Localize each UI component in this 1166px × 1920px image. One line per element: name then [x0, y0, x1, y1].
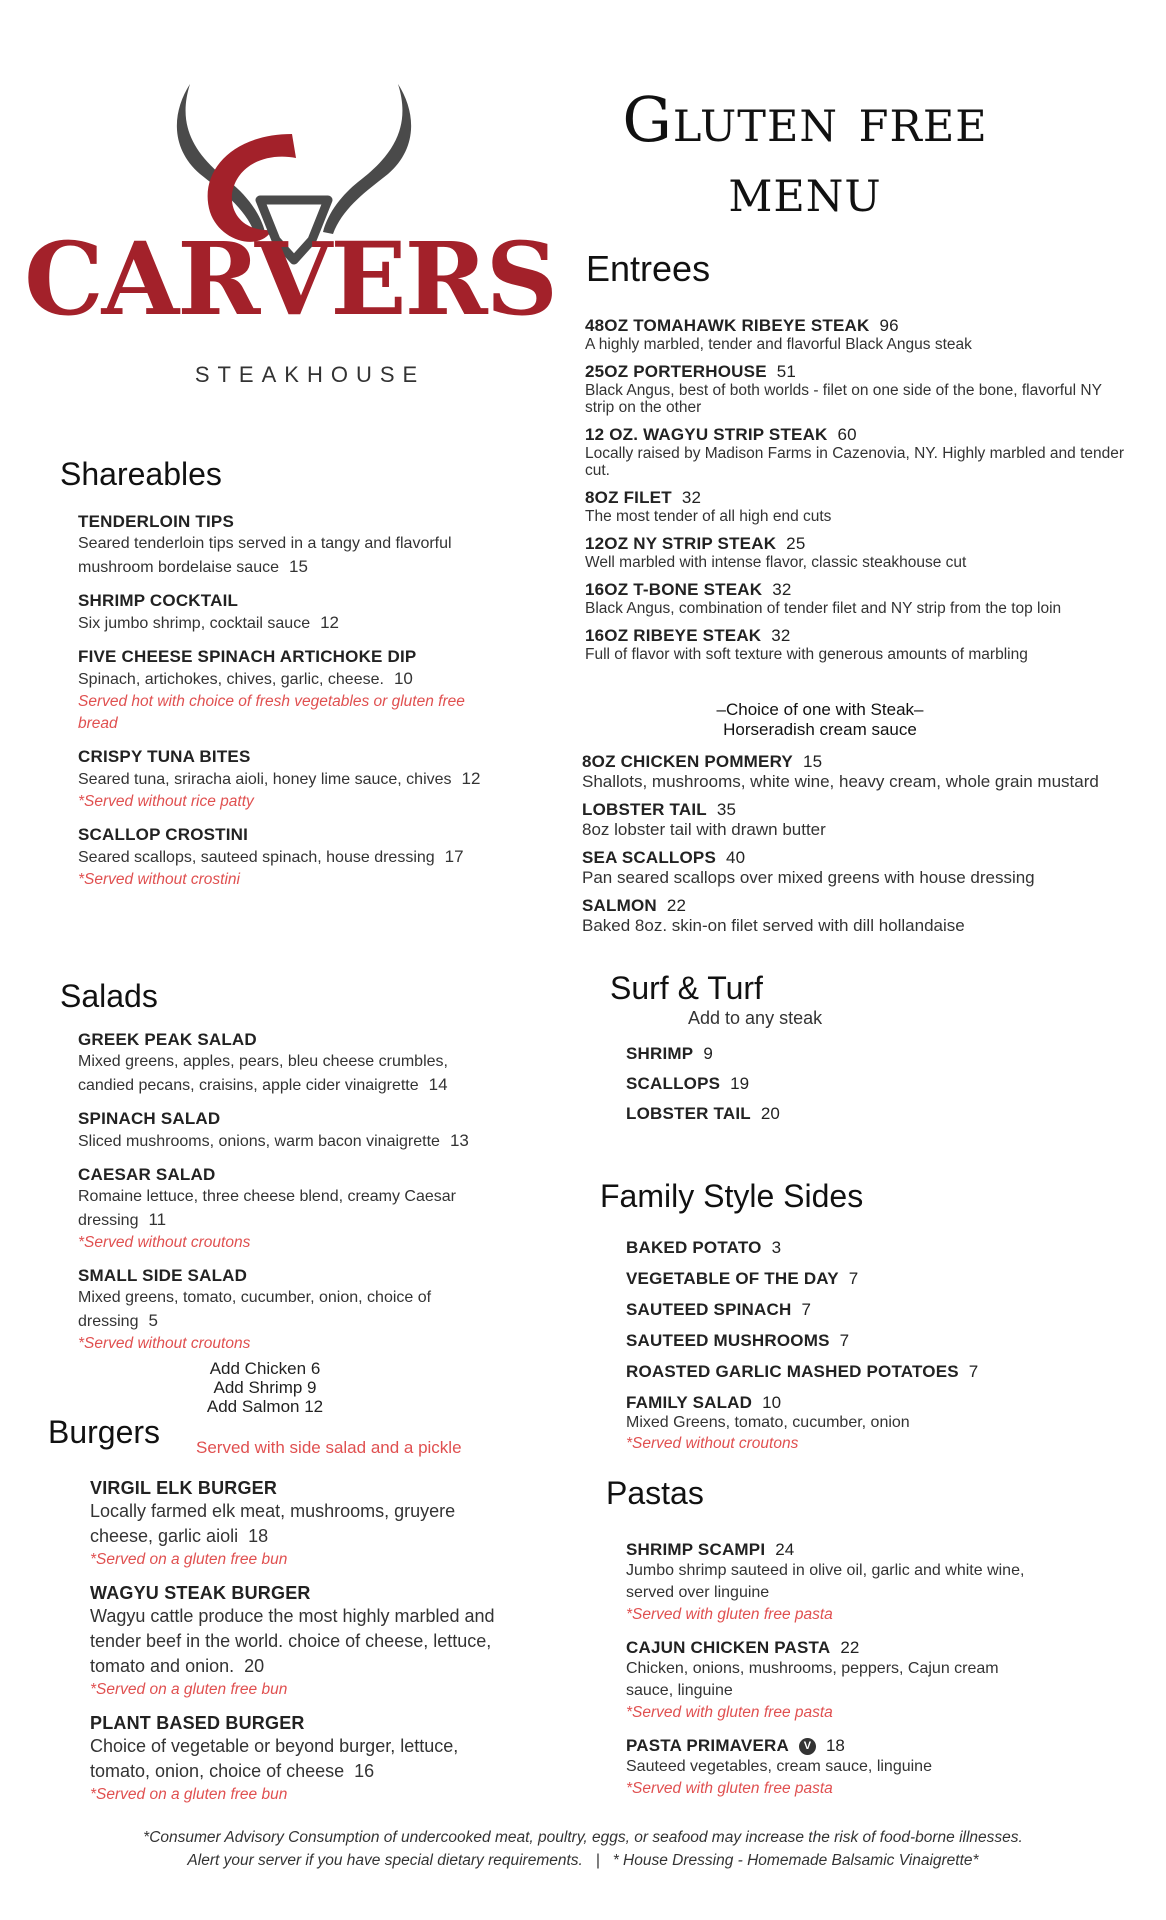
- item-desc: Mixed Greens, tomato, cucumber, onion: [626, 1414, 910, 1431]
- surf-turf-subheading: Add to any steak: [688, 1008, 823, 1028]
- item-name: SHRIMP COCKTAIL: [78, 591, 239, 610]
- menu-item: SAUTEED MUSHROOMS 7: [626, 1331, 850, 1350]
- item-name: CRISPY TUNA BITES: [78, 747, 251, 766]
- addon-item: Add Shrimp 9: [213, 1378, 317, 1397]
- sides-heading: Family Style Sides: [600, 1178, 864, 1214]
- footer: [0, 1826, 1166, 1872]
- item-desc: Full of flavor with soft texture with generous amounts of marbling: [585, 646, 1028, 663]
- item-desc: Locally farmed elk meat, mushrooms, gruyere cheese, garlic aioli 18: [90, 1501, 456, 1546]
- item-desc: Seared tuna, sriracha aioli, honey lime sauce, chives 12: [78, 769, 481, 788]
- pastas-list: [626, 1540, 1046, 1812]
- item-note: *Served on a gluten free bun: [90, 1681, 288, 1698]
- item-name: VIRGIL ELK BURGER: [90, 1478, 278, 1498]
- menu-item: BAKED POTATO 3: [626, 1238, 782, 1257]
- salads-heading: Salads: [60, 978, 158, 1014]
- item-desc: Black Angus, combination of tender filet and NY strip from the top loin: [585, 600, 1062, 617]
- brand-tagline: STEAKHOUSE: [194, 362, 426, 387]
- item-desc: Spinach, artichokes, chives, garlic, cheese. 10: [78, 669, 413, 688]
- salads-list: [78, 1030, 498, 1367]
- menu-item: ROASTED GARLIC MASHED POTATOES 7: [626, 1362, 979, 1381]
- item-desc: A highly marbled, tender and flavorful Black Angus steak: [585, 336, 972, 353]
- item-note: *Served with gluten free pasta: [626, 1780, 833, 1797]
- item-name: 8OZ FILET 32: [585, 488, 702, 507]
- item-name: GREEK PEAK SALAD: [78, 1030, 257, 1049]
- menu-item: LOBSTER TAIL 20: [626, 1104, 780, 1123]
- consumer-advisory: *Consumer Advisory Consumption of undercooked meat, poultry, eggs, or seafood may increase the risk of food-borne illnesses.: [143, 1829, 1023, 1846]
- menu-item: [585, 580, 1125, 617]
- item-name: SMALL SIDE SALAD: [78, 1266, 248, 1285]
- steaks-list: [585, 316, 1125, 672]
- menu-item: [78, 825, 498, 891]
- item-name: 25OZ PORTERHOUSE 51: [585, 362, 797, 381]
- item-desc: Jumbo shrimp sauteed in olive oil, garlic and white wine, served over linguine: [626, 1562, 1025, 1601]
- menu-item: [585, 626, 1125, 663]
- item-desc: Locally raised by Madison Farms in Cazenovia, NY. Highly marbled and tender cut.: [585, 445, 1125, 479]
- steak-choice-note: [640, 700, 1000, 740]
- item-desc: Mixed greens, tomato, cucumber, onion, choice of dressing 5: [78, 1289, 432, 1330]
- shareables-list: [78, 512, 498, 903]
- salad-addons: [150, 1359, 380, 1416]
- menu-item: CAJUN CHICKEN PASTA 22 Chicken, onions, mushrooms, peppers, Cajun cream sauce, linguine *Served with gluten free pasta: [626, 1638, 1046, 1724]
- menu-item: VEGETABLE OF THE DAY 7: [626, 1269, 859, 1288]
- carvers-logo: [24, 82, 556, 402]
- menu-item: [585, 425, 1125, 479]
- item-desc: Shallots, mushrooms, white wine, heavy cream, whole grain mustard: [582, 772, 1099, 791]
- item-desc: Sliced mushrooms, onions, warm bacon vinaigrette 13: [78, 1131, 469, 1150]
- item-desc: Wagyu cattle produce the most highly marbled and tender beef in the world. choice of cheese, lettuce, tomato and onion. 20: [90, 1606, 495, 1676]
- steak-choice-line1: –Choice of one with Steak–: [716, 700, 924, 719]
- item-desc: Romaine lettuce, three cheese blend, creamy Caesar dressing 11: [78, 1188, 456, 1229]
- item-note: *Served without crostini: [78, 871, 240, 888]
- surf-turf-heading: Surf & Turf: [610, 970, 763, 1006]
- entrees-heading: Entrees: [586, 248, 711, 289]
- item-desc: Black Angus, best of both worlds - filet on one side of the bone, flavorful NY strip on the other: [585, 382, 1102, 416]
- item-name: 16OZ T-BONE STEAK 32: [585, 580, 792, 599]
- menu-item: [585, 362, 1125, 416]
- item-name: TENDERLOIN TIPS: [78, 512, 235, 531]
- item-name: 16OZ RIBEYE STEAK 32: [585, 626, 791, 645]
- surf-turf-list: [626, 1044, 780, 1134]
- menu-item: [78, 647, 498, 735]
- menu-item: [78, 1030, 498, 1097]
- item-name: SALMON 22: [582, 896, 687, 915]
- item-note: *Served on a gluten free bun: [90, 1551, 288, 1568]
- item-name: 8OZ CHICKEN POMMERY 15: [582, 752, 823, 771]
- menu-item: SHRIMP 9: [626, 1044, 713, 1063]
- burgers-list: [90, 1478, 510, 1818]
- menu-item: [78, 1109, 498, 1153]
- burgers-heading: Burgers: [48, 1414, 161, 1450]
- item-desc: Mixed greens, apples, pears, bleu cheese crumbles, candied pecans, craisins, apple cider vinaigrette 14: [78, 1053, 448, 1094]
- item-name: LOBSTER TAIL 35: [582, 800, 737, 819]
- item-desc: Pan seared scallops over mixed greens with house dressing: [582, 868, 1035, 887]
- item-note: *Served without croutons: [78, 1335, 251, 1352]
- menu-item: [582, 752, 1122, 791]
- menu-item: [585, 316, 1125, 353]
- menu-item: [78, 1266, 498, 1355]
- menu-item: [582, 848, 1122, 887]
- menu-title-line2: menu: [728, 153, 882, 226]
- item-note: *Served without croutons: [78, 1234, 251, 1251]
- item-name: 12 OZ. WAGYU STRIP STEAK 60: [585, 425, 857, 444]
- item-note: *Served with gluten free pasta: [626, 1704, 833, 1721]
- menu-item: [90, 1583, 510, 1701]
- item-name: SCALLOP CROSTINI: [78, 825, 249, 844]
- sides-list: [626, 1238, 978, 1455]
- item-desc: Baked 8oz. skin-on filet served with dill hollandaise: [582, 916, 965, 935]
- item-desc: Chicken, onions, mushrooms, peppers, Cajun cream sauce, linguine: [626, 1660, 999, 1699]
- item-name: 12OZ NY STRIP STEAK 25: [585, 534, 806, 553]
- item-note: *Served without croutons: [626, 1435, 799, 1452]
- addon-item: Add Chicken 6: [209, 1359, 321, 1378]
- menu-item: [585, 488, 1125, 525]
- dietary-note: Alert your server if you have special dietary requirements. | * House Dressing - Homemade Balsamic Vinaigrette*: [187, 1852, 979, 1869]
- menu-item: [78, 1165, 498, 1254]
- item-name: PLANT BASED BURGER: [90, 1713, 305, 1733]
- item-desc: Well marbled with intense flavor, classic steakhouse cut: [585, 554, 967, 571]
- item-desc: Sauteed vegetables, cream sauce, linguine: [626, 1758, 932, 1775]
- item-name: FIVE CHEESE SPINACH ARTICHOKE DIP: [78, 647, 417, 666]
- item-name: 48OZ TOMAHAWK RIBEYE STEAK 96: [585, 316, 899, 335]
- vegetarian-icon: V: [799, 1738, 816, 1755]
- bull-horn-right: [323, 84, 411, 234]
- menu-item: [90, 1478, 510, 1571]
- addon-item: Add Salmon 12: [206, 1397, 324, 1416]
- item-name: SEA SCALLOPS 40: [582, 848, 746, 867]
- item-desc: Seared tenderloin tips served in a tangy and flavorful mushroom bordelaise sauce 15: [78, 535, 452, 576]
- menu-title: [545, 85, 1065, 225]
- menu-item: PASTA PRIMAVERA V 18 Sauteed vegetables, cream sauce, linguine *Served with gluten free pasta: [626, 1736, 1046, 1800]
- item-desc: Choice of vegetable or beyond burger, lettuce, tomato, onion, choice of cheese 16: [90, 1736, 459, 1781]
- item-note: *Served without rice patty: [78, 793, 254, 810]
- entrees-other-list: [582, 752, 1122, 944]
- item-name: CAESAR SALAD: [78, 1165, 216, 1184]
- menu-item: [585, 534, 1125, 571]
- item-desc: The most tender of all high end cuts: [585, 508, 832, 525]
- pastas-heading: Pastas: [606, 1475, 704, 1511]
- item-desc: 8oz lobster tail with drawn butter: [582, 820, 826, 839]
- brand-wordmark: CARVERS: [24, 220, 556, 338]
- menu-item: [90, 1713, 510, 1806]
- burgers-subheading: Served with side salad and a pickle: [196, 1438, 462, 1457]
- menu-item: [78, 747, 498, 813]
- item-name: SPINACH SALAD: [78, 1109, 221, 1128]
- item-note: Served hot with choice of fresh vegetables or gluten free bread: [78, 693, 465, 732]
- menu-item: SAUTEED SPINACH 7: [626, 1300, 811, 1319]
- menu-item: FAMILY SALAD 10 Mixed Greens, tomato, cucumber, onion *Served without croutons: [626, 1393, 978, 1455]
- menu-item: [78, 512, 498, 579]
- item-desc: Six jumbo shrimp, cocktail sauce 12: [78, 613, 340, 632]
- item-note: *Served with gluten free pasta: [626, 1606, 833, 1623]
- item-desc: Seared scallops, sauteed spinach, house dressing 17: [78, 847, 464, 866]
- menu-item: [582, 800, 1122, 839]
- menu-item: SHRIMP SCAMPI 24 Jumbo shrimp sauteed in olive oil, garlic and white wine, served over linguine *Served with gluten free pasta: [626, 1540, 1046, 1626]
- menu-item: [78, 591, 498, 635]
- item-note: *Served on a gluten free bun: [90, 1786, 288, 1803]
- menu-title-line1: Gluten free: [622, 83, 988, 156]
- shareables-heading: Shareables: [60, 456, 222, 492]
- menu-item: [582, 896, 1122, 935]
- menu-item: SCALLOPS 19: [626, 1074, 750, 1093]
- item-name: WAGYU STEAK BURGER: [90, 1583, 311, 1603]
- steak-choice-line2: Horseradish cream sauce: [723, 720, 917, 739]
